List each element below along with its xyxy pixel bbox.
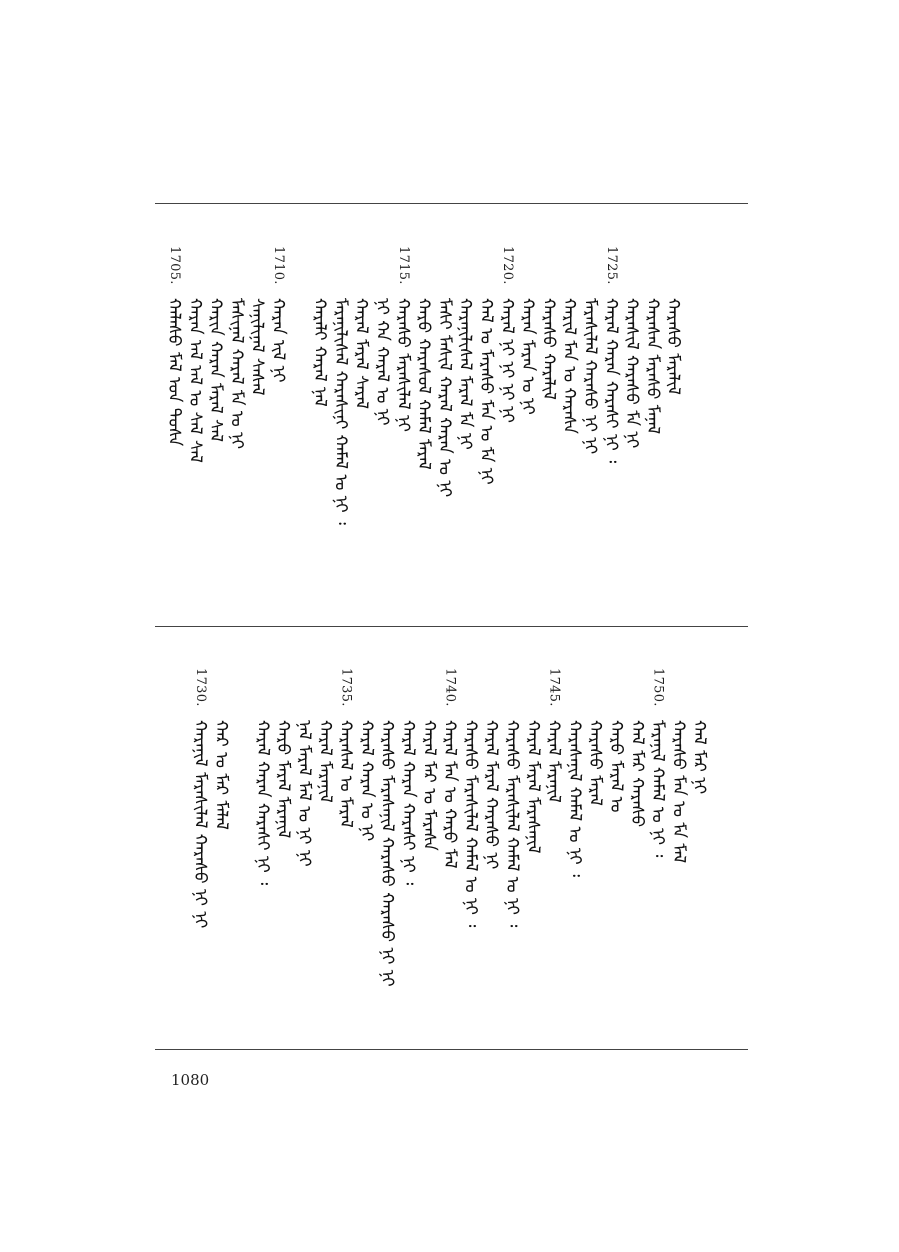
verse-line-text: ᠬᠠᠯ ᠮᠠᠷ ᠬᠠᠷᠠᠰᠤ [626,720,647,828]
verse-line-text: ᠬᠠᠷᠠᠯ ᠬᠠᠷᠠᠨ ᠤ ᠨᠢ [356,720,377,842]
verse-line-text: ᠬᠠᠷᠠᠰᠤ ᠬᠠᠷᠠᠯᠢᠯ [538,298,559,400]
bottom-rule [155,1049,748,1050]
line-number: 1740. [442,668,458,707]
page-number: 1080 [171,1071,210,1089]
line-number: 1730. [193,668,208,707]
verse-column [661,246,685,446]
verse-line-text: ᠬᠠᠷᠠᠯ ᠬᠠᠷᠠᠨ ᠬᠠᠷᠠᠰᠢ ᠨᠢ ᠄ [252,720,273,886]
verse-line-text: ᠬᠠᠷᠠᠰᠤ ᠮᠠᠷᠠᠰᠠᠨᠢᠯ ᠬᠠᠷᠠᠰᠤ ᠬᠠᠷᠠᠰᠤ ᠨᠢ ᠨᠢ [377,720,398,987]
verse-line-text: ᠬᠠᠷᠠᠰᠤ ᠮᠠᠨ ᠤ ᠮᠠ ᠮᠠᠯ [668,720,689,864]
verse-line-text: ᠬᠠᠯᠠᠰᠤ ᠮᠠᠯ ᠤᠨ ᠳᠤᠰᠠ [164,298,184,447]
verse-line-text: ᠬᠠᠷᠠᠰᠠᠨ ᠮᠠᠷᠠᠰᠤ ᠮᠠᠨᠠᠯ [642,298,663,435]
line-number: 1705. [167,246,182,285]
verse-line-text: ᠬᠠᠷᠠᠨ ᠢᠯ ᠨᠢ [268,298,288,383]
verse-column [687,668,711,928]
line-number: 1745. [546,668,562,707]
line-number: 1750. [650,668,666,707]
verse-line-text: ᠨᠢ ᠬᠠ ᠬᠠᠷᠠᠯ ᠤ ᠨᠢ [372,298,392,426]
verse-line-text: ᠮᠠᠷᠠᠰᠢᠯᠠᠯ ᠬᠠᠷᠠᠰᠤ ᠨᠢ ᠨᠢ [580,298,600,455]
verse-line-text: ᠬᠠᠷᠠᠯ ᠮᠠᠨ ᠤ ᠬᠠᠷᠤ ᠮᠠᠯ [439,720,460,869]
line-number: 1725. [603,246,619,285]
verse-line-text: ᠮᠠᠷᠠᠨᠢᠯᠢᠰᠠᠯ ᠬᠠᠷᠠᠰᠢᠨᠢ ᠬᠠᠮᠠᠯ ᠤ ᠨᠢ ᠄ [330,298,351,525]
verse-line-text: ᠬᠠᠷᠠᠯ ᠨᠢ ᠨᠢ ᠨᠢ ᠨᠢ [496,298,517,423]
verse-line-text: ᠬᠠᠯ ᠣ ᠮᠠᠷᠠᠰᠤ ᠮᠠᠨ ᠤ ᠮᠠ ᠨᠢ [476,298,496,485]
verse-line-text: ᠬᠠᠷᠠᠰᠢᠯ ᠬᠠᠷᠠᠰᠤ ᠮᠠ ᠨᠢ [621,298,642,449]
verse-line-text: ᠬᠠᠷᠤ ᠬᠠᠷᠠᠰᠤᠯ ᠬᠠᠮᠠᠯ ᠮᠠᠷᠠᠯ [413,298,434,470]
verse-line-text: ᠬᠠᠷᠠᠰᠤ ᠮᠠᠷᠠᠰᠢᠯᠠᠯ ᠬᠠᠮᠠᠯ ᠤ ᠨᠢ ᠄ [460,720,481,928]
verse-line-text: ᠬᠠᠷᠠᠨ ᠮᠠᠷᠠᠨ ᠤ ᠨᠢ [517,298,538,415]
top-rule [155,203,748,204]
verse-line-text: ᠬᠠᠯ ᠮᠠᠷ ᠨᠢ [689,720,710,795]
verse-line-text: ᠬᠠᠷᠠᠯ ᠮᠠᠷᠠᠯ ᠰᠠᠷᠠᠯ [351,298,372,410]
verse-line-text: ᠬᠠᠷᠢᠨ ᠬᠠᠷᠠᠨ ᠮᠠᠷᠠᠯ ᠰᠠᠯ [205,298,226,443]
line-number: 1735. [338,668,354,707]
verse-line-text: ᠬᠠᠷᠠᠯᠢ ᠬᠠᠷᠠᠯ ᠨᠠᠯ [309,298,330,407]
verse-line-text: ᠬᠠᠷᠠᠨᠢᠯᠢᠰᠠᠯ ᠮᠠᠷᠠᠯ ᠮᠠ ᠨᠢ [455,298,476,450]
line-number: 1715. [395,246,411,285]
verse-line-text: ᠬᠠᠷᠠᠯ ᠬᠠᠷᠠᠨ ᠬᠠᠷᠠᠰᠢ ᠨᠢ ᠄ [600,298,621,464]
bottom-verse-block [188,668,710,987]
verse-line-text: ᠬᠠᠷᠠᠰᠤ ᠮᠠᠷᠠᠰᠢᠯᠠᠯ ᠬᠠᠮᠠᠯ ᠤ ᠨᠢ ᠄ [502,720,522,928]
line-number: 1720. [499,246,515,285]
verse-line-text: ᠬᠠᠷᠠᠯ ᠮᠠᠷ ᠤ ᠮᠠᠷᠠᠰᠠ [418,720,439,851]
verse-line-text: ᠬᠠᠷᠠᠨ ᠠᠯ ᠠᠯ ᠤ ᠰᠠᠯ ᠰᠠᠯ [184,298,205,463]
verse-line-text: ᠮᠠᠰᠢ ᠮᠠᠰᠢᠯ ᠬᠠᠷᠠᠯ ᠬᠠᠷᠠᠨ ᠤ ᠨᠢ [434,298,455,498]
verse-line-text: ᠬᠠᠷᠠᠯ ᠮᠠᠷᠠᠨᠢᠯ [543,720,564,803]
middle-rule [155,626,748,627]
verse-line-text: ᠬᠠᠷᠠᠰᠠᠯ ᠤ ᠮᠠᠷᠠᠯ [335,720,356,828]
verse-line-text: ᠬᠠᠷᠠᠨᠢᠯ ᠮᠠᠷᠠᠰᠢᠯᠠᠯ ᠬᠠᠷᠠᠰᠤ ᠨᠢ ᠨᠢ [190,720,210,929]
verse-line-text: ᠬᠠᠷᠤ ᠮᠠᠷᠠᠯ ᠣ [606,720,626,813]
verse-line-text: ᠨᠠᠯ ᠮᠠᠷᠠᠯ ᠮᠠᠯ ᠤ ᠨᠢ ᠨᠢ [294,720,314,867]
verse-line-text: ᠬᠠᠷᠠᠯ ᠮᠠᠷᠠᠨᠢᠯ [314,720,335,803]
line-number: 1710. [271,246,286,285]
verse-line-text: ᠬᠠᠷᠠᠯ ᠬᠠᠷᠠᠨ ᠬᠠᠷᠠᠰᠢ ᠨᠢ ᠄ [398,720,418,886]
verse-line-text: ᠬᠠᠷᠢᠯ ᠮᠠᠨ ᠤ ᠬᠠᠷᠠᠰᠠ [559,298,580,434]
verse-line-text: ᠮᠠᠰᠢᠨᠠᠯ ᠬᠠᠷᠠᠯ ᠮᠠ ᠤ ᠨᠢ [226,298,247,450]
verse-line-text: ᠬᠠᠷᠠᠰᠤ ᠮᠠᠷᠠᠯ [585,720,606,806]
verse-line-text: ᠬᠠᠷᠠᠰᠠᠨᠢᠯ ᠬᠠᠮᠠᠯ ᠤ ᠨᠢ ᠄ [564,720,585,877]
verse-line-text: ᠬᠠᠷᠠᠰᠤ ᠮᠠᠷᠠᠯᠢᠯ [663,298,684,395]
verse-line-text: ᠬᠠᠷᠠᠰᠤ ᠮᠠᠷᠠᠰᠢᠯᠠᠯ ᠨᠢ [392,298,413,432]
top-verse-block [162,246,684,525]
verse-line-text: ᠰᠠᠨᠢᠯᠢᠨᠠᠯ ᠰᠠᠰᠠᠯ [247,298,268,396]
verse-line-text: ᠬᠠᠷᠠᠯ ᠮᠠᠷᠠᠯ ᠬᠠᠷᠠᠰᠤ ᠨᠢ [481,720,502,870]
verse-line-text: ᠬᠠᠷᠠᠯ ᠮᠠᠷᠠᠯ ᠮᠠᠷᠠᠰᠠᠨᠢᠯ [522,720,543,854]
verse-line-text: ᠮᠠᠷᠠᠨᠢᠯ ᠬᠠᠮᠠᠯ ᠤ ᠨᠢ ᠄ [647,720,668,858]
verse-line-text: ᠬᠠᠷᠤ ᠮᠠᠷᠠᠯ ᠮᠠᠷᠠᠨᠢᠯ [273,720,294,839]
verse-line-text: ᠬᠠᠷ ᠤ ᠮᠠᠷ ᠮᠠᠯᠠᠯ [210,720,231,830]
